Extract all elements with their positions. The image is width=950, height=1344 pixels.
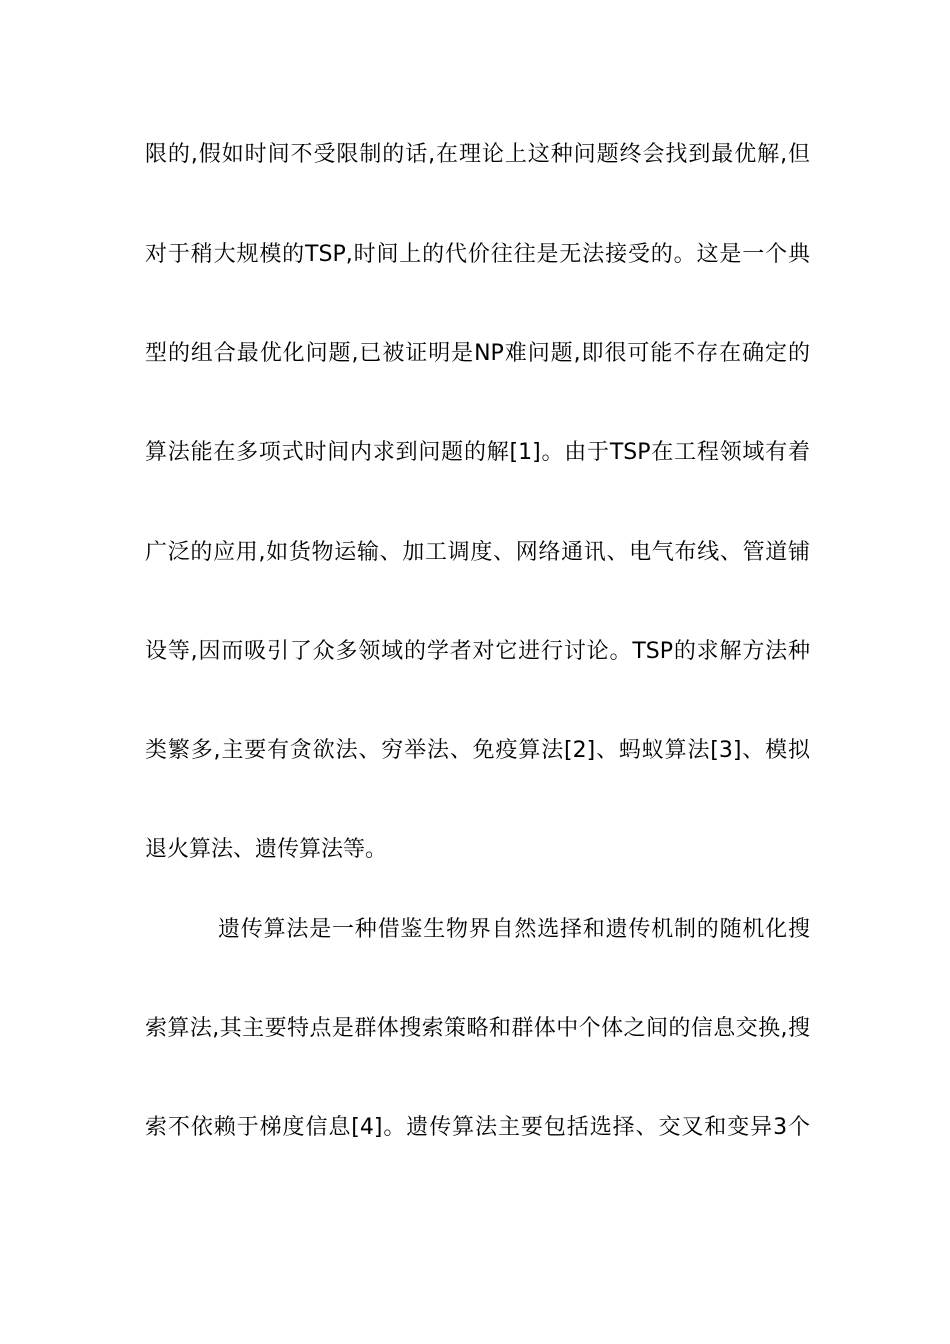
paragraph-line-9: 遗传算法是一种借鉴生物界自然选择和遗传机制的随机化搜 [218,917,810,942]
paragraph-line-1: 限的,假如时间不受限制的话,在理论上这种问题终会找到最优解,但 [145,142,810,167]
paragraph-line-8: 退火算法、遗传算法等。 [145,837,388,862]
paragraph-line-5: 广泛的应用,如货物运输、加工调度、网络通讯、电气布线、管道铺 [145,540,810,565]
paragraph-line-4: 算法能在多项式时间内求到问题的解[1]。由于TSP在工程领域有着 [145,440,810,465]
paragraph-line-6: 设等,因而吸引了众多领域的学者对它进行讨论。TSP的求解方法种 [145,639,810,664]
paragraph-line-3: 型的组合最优化问题,已被证明是NP难问题,即很可能不存在确定的 [145,341,810,366]
paragraph-line-7: 类繁多,主要有贪欲法、穷举法、免疫算法[2]、蚂蚁算法[3]、模拟 [145,738,810,763]
paragraph-line-10: 索算法,其主要特点是群体搜索策略和群体中个体之间的信息交换,搜 [145,1016,810,1041]
paragraph-line-11: 索不依赖于梯度信息[4]。遗传算法主要包括选择、交叉和变异3个 [145,1115,810,1140]
paragraph-line-2: 对于稍大规模的TSP,时间上的代价往往是无法接受的。这是一个典 [145,242,810,267]
